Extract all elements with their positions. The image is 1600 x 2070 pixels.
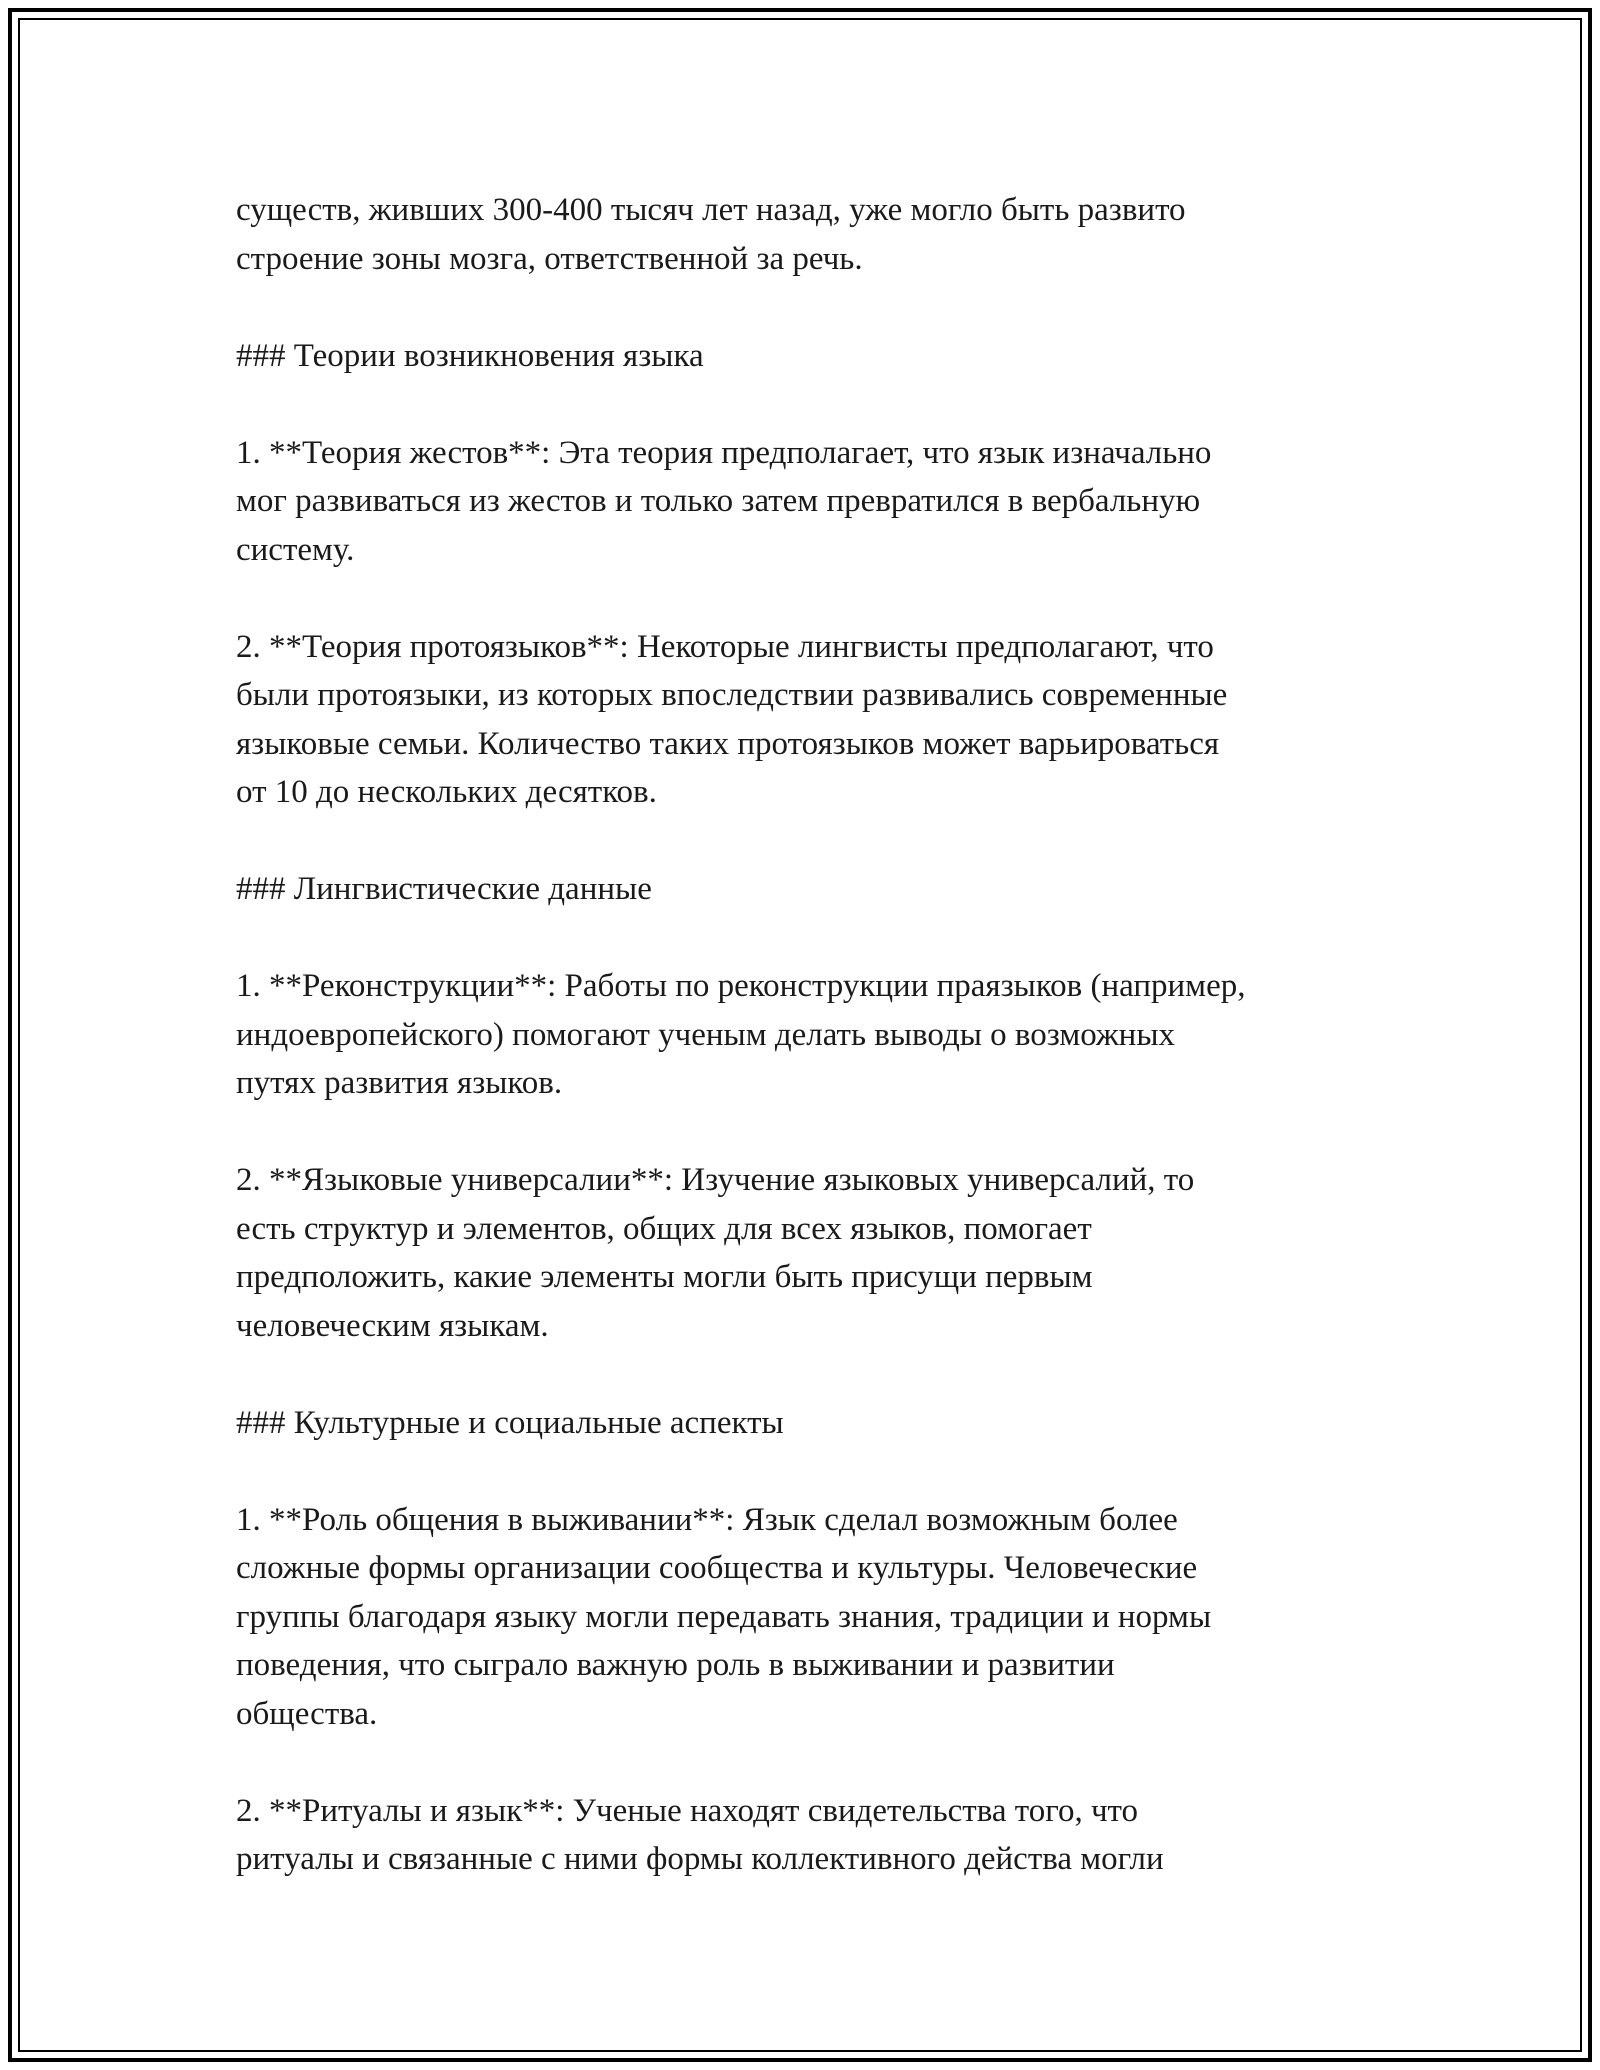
heading-cultural-social-aspects: ### Культурные и социальные аспекты xyxy=(236,1404,784,1441)
document-body xyxy=(236,186,1386,1884)
list-item-rituals-language: 2. **Ритуалы и язык**: Ученые находят свидетельства того, что ритуалы и связанные с ними формы коллективного действа могли xyxy=(236,1792,1164,1877)
list-item-protolanguage-theory: 2. **Теория протоязыков**: Некоторые лингвисты предполагают, что были протоязыки, из которых впоследствии развивались современные языковые семьи. Количество таких протоязыков может варьироваться от 10 до нескольких десятков. xyxy=(236,628,1228,810)
list-item-gesture-theory: 1. **Теория жестов**: Эта теория предполагает, что язык изначально мог развиваться из жестов и только затем превратился в вербальную систему. xyxy=(236,434,1212,568)
heading-language-origin-theories: ### Теории возникновения языка xyxy=(236,337,704,374)
list-item-reconstructions: 1. **Реконструкции**: Работы по реконструкции праязыков (например, индоевропейского) помогают ученым делать выводы о возможных путях развития языков. xyxy=(236,968,1246,1101)
list-item-language-universals: 2. **Языковые универсалии**: Изучение языковых универсалий, то есть структур и элементов, общих для всех языков, помогает предположить, какие элементы могли быть присущи первым человеческим языкам. xyxy=(236,1162,1195,1344)
list-item-communication-survival: 1. **Роль общения в выживании**: Язык сделал возможным более сложные формы организации сообщества и культуры. Человеческие группы благодаря языку могли передавать знания, традиции и нормы поведения, что сыграло важную роль в выживании и развитии общества. xyxy=(236,1501,1212,1732)
heading-linguistic-data: ### Лингвистические данные xyxy=(236,871,652,907)
paragraph-intro-continuation: существ, живших 300-400 тысяч лет назад, уже могло быть развито строение зоны мозга, ответственной за речь. xyxy=(236,192,1186,277)
